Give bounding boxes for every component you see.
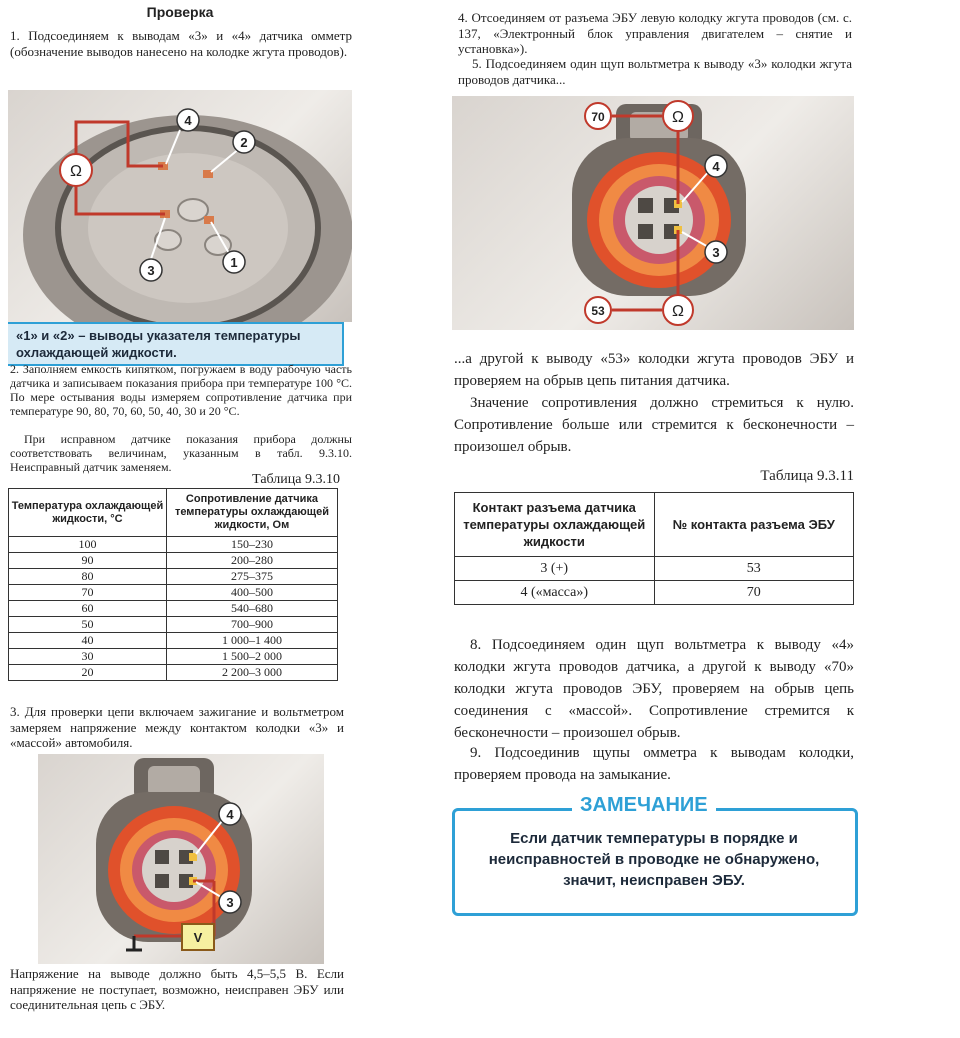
cell-resistance: 275–375 [166, 569, 337, 585]
cell-temp: 60 [9, 601, 167, 617]
section-heading: Проверка [146, 4, 214, 20]
cell-ecu-pin: 53 [654, 557, 854, 581]
sensor-diagram [8, 90, 352, 322]
cell-temp: 20 [9, 665, 167, 681]
table-row [9, 537, 338, 553]
table-caption-2: Таблица 9.3.11 [760, 468, 854, 484]
ohm-symbol-bottom: Ω [672, 303, 684, 320]
note-title [572, 794, 716, 817]
table-row [9, 633, 338, 649]
ecu-pin-label-70: 70 [591, 110, 605, 124]
step-1-text: 1. Подсоединяем к выводам «3» и «4» датчика омметр (обозначение выводов нанесено на колодке жгута проводов). [10, 28, 352, 59]
step-4-text: 4. Отсоединяем от разъема ЭБУ левую колодку жгута проводов (см. с. 137, «Электронный блок управления двигателем – снятие и установка»). [458, 10, 852, 56]
ohm-symbol: Ω [70, 163, 82, 180]
step-3-text: 3. Для проверки цепи включаем зажигание и вольтметром замеряем напряжение между контактом колодки «3» и «массой» автомобиля. [10, 704, 344, 750]
cell-temp: 100 [9, 537, 167, 553]
table-header-ecu-pin: № контакта разъема ЭБУ [654, 493, 854, 557]
connector-photo-voltmeter [38, 754, 324, 964]
step-3b-text: Напряжение на выводе должно быть 4,5–5,5 В. Если напряжение не поступает, возможно, неисправен ЭБУ или соединительная цепь с ЭБУ. [10, 966, 344, 1012]
step-9-text: 9. Подсоединив щупы омметра к выводам колодки, проверяем провода на замыкание. [454, 745, 854, 783]
step-6-text: ...а другой к выводу «53» колодки жгута проводов ЭБУ и проверяем на обрыв цепь питания датчика. [454, 351, 854, 389]
cell-temp: 90 [9, 553, 167, 569]
pin-label-4: 4 [712, 159, 720, 174]
resistance-table [8, 488, 338, 681]
table-row [455, 581, 854, 605]
cell-temp: 50 [9, 617, 167, 633]
cell-temp: 30 [9, 649, 167, 665]
table-caption-1: Таблица 9.3.10 [252, 472, 340, 487]
table-row [455, 557, 854, 581]
table-header-resistance: Сопротивление датчика температуры охлаждающей жидкости, Ом [166, 489, 337, 537]
cell-temp: 70 [9, 585, 167, 601]
voltmeter-symbol: V [193, 930, 203, 945]
table-row [9, 553, 338, 569]
pin-label-3: 3 [147, 263, 155, 278]
cell-resistance: 150–230 [166, 537, 337, 553]
ohmmeter-diagram [452, 96, 854, 330]
table-row [9, 665, 338, 681]
cell-temp: 80 [9, 569, 167, 585]
table-header-temp: Температура охлаждающей жидкости, °С [9, 489, 167, 537]
table-row [9, 569, 338, 585]
ohm-symbol-top: Ω [672, 109, 684, 126]
step-2-text: 2. Заполняем емкость кипятком, погружаем в воду рабочую часть датчика и записываем показания прибора при температуре 100 °С. По мере остывания воды измеряем сопротивление датчика при температуре 90, 80, 70, 60, 50, 40, 30 и 20 °С. [10, 362, 352, 418]
socket-3 [155, 874, 169, 888]
cell-resistance: 200–280 [166, 553, 337, 569]
cell-resistance: 1 500–2 000 [166, 649, 337, 665]
ecu-pin-label-53: 53 [591, 304, 605, 318]
cell-resistance: 400–500 [166, 585, 337, 601]
voltmeter-diagram [38, 754, 324, 964]
sensor-photo [8, 90, 352, 322]
step-5-text: 5. Подсоединяем один щуп вольтметра к выводу «3» колодки жгута проводов датчика... [458, 56, 852, 87]
cell-resistance: 1 000–1 400 [166, 633, 337, 649]
note-title-text: ЗАМЕЧАНИЕ [572, 794, 716, 816]
cell-ecu-pin: 70 [654, 581, 854, 605]
socket-3 [638, 224, 653, 239]
step-2b-text: При исправном датчике показания прибора должны соответствовать величинам, указанным в табл. 9.3.10. Неисправный датчик заменяем. [10, 432, 352, 474]
table-row [9, 585, 338, 601]
cell-resistance: 700–900 [166, 617, 337, 633]
step-7-text: Значение сопротивления должно стремиться к нулю. Сопротивление больше или стремится к бесконечности – произошел обрыв. [454, 395, 854, 455]
callout-box: «1» и «2» – выводы указателя температуры охлаждающей жидкости. [8, 322, 344, 366]
step-8-text: 8. Подсоединяем один щуп вольтметра к выводу «4» колодки жгута проводов датчика, а другой к выводу «70» колодки жгута проводов ЭБУ, проверяем на обрыв цепь соединения с «массой». Сопротивление стремится к бесконечности – произошел обрыв. [454, 637, 854, 741]
table-header-sensor-pin: Контакт разъема датчика температуры охлаждающей жидкости [455, 493, 655, 557]
pin-label-2: 2 [240, 135, 248, 150]
pin-label-1: 1 [230, 255, 238, 270]
socket-1 [638, 198, 653, 213]
pinout-table [454, 492, 854, 605]
cell-resistance: 2 200–3 000 [166, 665, 337, 681]
pin-label-4: 4 [184, 113, 192, 128]
pin-label-3: 3 [226, 895, 234, 910]
cell-sensor-pin: 3 (+) [455, 557, 655, 581]
table-row [9, 617, 338, 633]
cell-resistance: 540–680 [166, 601, 337, 617]
pin-label-4: 4 [226, 807, 234, 822]
note-text: Если датчик температуры в порядке и неисправностей в проводке не обнаружено, значит, неисправен ЭБУ. [488, 830, 820, 889]
pin-label-3: 3 [712, 245, 720, 260]
table-row [9, 601, 338, 617]
connector-photo-ohmmeter [452, 96, 854, 330]
cell-sensor-pin: 4 («масса») [455, 581, 655, 605]
socket-1 [155, 850, 169, 864]
cell-temp: 40 [9, 633, 167, 649]
table-row [9, 649, 338, 665]
